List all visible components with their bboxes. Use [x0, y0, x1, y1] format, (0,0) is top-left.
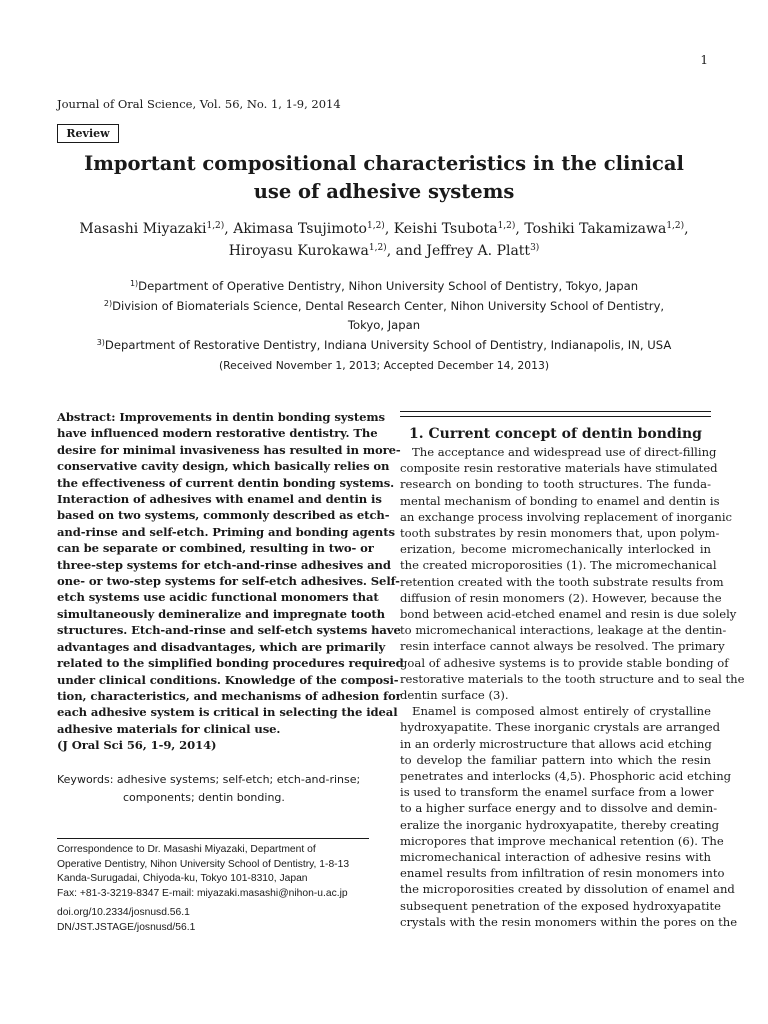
abstract-label: Abstract: — [57, 410, 116, 424]
body-line: mental mechanism of bonding to enamel and dentin is — [400, 493, 720, 508]
body-line: the created microporosities (1). The micromechanical — [400, 558, 717, 573]
body-line: enamel results from infiltration of resin monomers into — [400, 866, 725, 881]
author-list — [50, 218, 718, 262]
abstract-text: and-rinse and self-etch. Priming and bonding agents — [57, 524, 395, 539]
abstract-text: conservative cavity design, which basically relies on — [57, 459, 390, 474]
body-line: to a higher surface energy and to dissolve and demin- — [400, 801, 718, 816]
abstract-line — [57, 524, 395, 540]
abstract-line — [57, 409, 385, 425]
body-line: to micromechanical interactions, leakage at the dentin- — [400, 623, 727, 638]
affiliation-marker: 3) — [96, 337, 105, 347]
section-heading: 1. Current concept of dentin bonding — [409, 426, 702, 442]
body-line: micropores that improve mechanical retention (6). The — [400, 833, 724, 848]
body-line: restorative materials to the tooth structure and to seal the — [400, 671, 745, 686]
abstract-line — [57, 704, 398, 720]
affiliation-text: Tokyo, Japan — [347, 318, 421, 332]
author-affiliation-marker: 1,2) — [666, 221, 685, 231]
affiliation-marker: 2) — [103, 298, 113, 308]
abstract-line — [57, 606, 385, 622]
abstract-line — [57, 622, 401, 638]
author-name: Akimasa Tsujimoto — [233, 221, 367, 237]
abstract-text: under clinical conditions. Knowledge of the composi- — [57, 672, 399, 687]
abstract-text: desire for minimal invasiveness has resulted in more- — [57, 442, 401, 457]
abstract-text: Interaction of adhesives with enamel and dentin is — [57, 492, 382, 507]
body-line: Enamel is composed almost entirely of crystalline — [412, 704, 711, 719]
abstract-text: have influenced modern restorative dentistry. The — [57, 426, 378, 441]
page-number: 1 — [700, 53, 708, 67]
body-line: goal of adhesive systems is to provide stable bonding of — [400, 655, 729, 670]
affiliation-text: Department of Restorative Dentistry, Indiana University School of Dentistry, Indianapolis, IN, USA — [104, 337, 672, 352]
affiliation-line — [50, 277, 718, 297]
body-line: diffusion of resin monomers (2). However, because the — [400, 590, 722, 605]
correspondence-line: Correspondence to Dr. Masashi Miyazaki, Department of — [57, 844, 316, 855]
affiliation-text: Department of Operative Dentistry, Nihon University School of Dentistry, Tokyo, Japan — [138, 279, 639, 293]
affiliation-text: Division of Biomaterials Science, Dental Research Center, Nihon University School of Dentistry, — [112, 298, 665, 313]
abstract — [57, 409, 404, 754]
abstract-text: Improvements in dentin bonding systems — [119, 410, 385, 424]
keywords — [57, 771, 367, 807]
abstract-line — [57, 507, 390, 523]
abstract-line — [57, 475, 395, 491]
body-line: bond between acid-etched enamel and resin is due solely — [400, 607, 737, 622]
abstract-line — [57, 589, 379, 605]
body-line: hydroxyapatite. These inorganic crystals are arranged — [400, 720, 721, 735]
body-line: crystals with the resin monomers within the pores on the — [400, 914, 738, 929]
title-line: Important compositional characteristics in the clinical — [84, 152, 684, 175]
author-name: Masashi Miyazaki — [79, 221, 207, 237]
abstract-line — [57, 639, 386, 655]
abstract-text: adhesive materials for clinical use. — [57, 721, 281, 736]
keywords-text: adhesive systems; self-etch; etch-and-rinse; — [116, 773, 361, 786]
body-line: an exchange process involving replacement of inorganic — [400, 509, 733, 524]
abstract-line — [57, 721, 367, 737]
section-rule-bottom — [400, 416, 711, 417]
author-name: Toshiki Takamizawa — [524, 221, 667, 237]
abstract-line — [57, 442, 401, 458]
body-line: in an orderly microstructure that allows acid etching — [400, 736, 712, 751]
abstract-line — [57, 573, 400, 589]
affiliation-list — [50, 277, 718, 355]
abstract-text: each adhesive system is critical in selecting the ideal — [57, 705, 398, 720]
abstract-line — [57, 688, 402, 704]
abstract-line — [57, 672, 399, 688]
body-line: penetrates and interlocks (4,5). Phosphoric acid etching — [400, 769, 732, 784]
author-affiliation-marker: 1,2) — [206, 221, 225, 231]
affiliation-marker: 1) — [129, 279, 139, 288]
abstract-text: one- or two-step systems for self-etch adhesives. Self- — [57, 574, 400, 589]
author-affiliation-marker: 1,2) — [368, 243, 387, 253]
doi-link[interactable]: doi.org/10.2334/josnusd.56.1 — [57, 907, 190, 919]
abstract-line — [57, 540, 374, 556]
abstract-line — [57, 425, 378, 441]
abstract-text: etch systems use acidic functional monomers that — [57, 590, 379, 605]
body-line: research on bonding to tooth structures. The funda- — [400, 477, 711, 492]
body-line: dentin surface (3). — [400, 688, 509, 703]
abstract-line — [57, 557, 391, 573]
author-name: Jeffrey A. Platt — [426, 243, 531, 259]
correspondence-line: Operative Dentistry, Nihon University School of Dentistry, 1-8-13 — [57, 858, 350, 870]
journal-citation: Journal of Oral Science, Vol. 56, No. 1, 1-9, 2014 — [57, 97, 341, 111]
body-line: subsequent penetration of the exposed hydroxyapatite — [400, 898, 721, 913]
body-line: erization, become micromechanically interlocked in — [400, 542, 711, 557]
keywords-line: components; dentin bonding. — [123, 791, 285, 804]
abstract-citation: (J Oral Sci 56, 1-9, 2014) — [57, 738, 217, 753]
author-affiliation-marker: 1,2) — [366, 221, 385, 231]
abstract-line — [57, 491, 382, 507]
body-text — [400, 444, 745, 930]
body-line: The acceptance and widespread use of direct-filling — [412, 445, 717, 459]
abstract-line — [57, 458, 390, 474]
keywords-line — [57, 771, 367, 789]
body-line: is used to transform the enamel surface from a lower — [400, 785, 714, 800]
affiliation-line — [50, 336, 718, 356]
article-type-badge: Review — [57, 124, 119, 143]
body-line: the microporosities created by dissolution of enamel and — [400, 882, 735, 897]
correspondence-line: Fax: +81-3-3219-8347 E-mail: miyazaki.masashi@nihon-u.ac.jp — [57, 887, 348, 899]
author-name: Hiroyasu Kurokawa — [228, 243, 369, 259]
abstract-text: structures. Etch-and-rinse and self-etch systems have — [57, 623, 401, 638]
body-line: tooth substrates by resin monomers that, upon polym- — [400, 526, 720, 541]
title-line: use of adhesive systems — [253, 180, 515, 203]
received-dates: (Received November 1, 2013; Accepted December 14, 2013) — [218, 359, 550, 372]
jstage-id: DN/JST.JSTAGE/josnusd/56.1 — [57, 921, 196, 933]
body-line: retention created with the tooth substrate results from — [400, 574, 724, 589]
body-line: eralize the inorganic hydroxyapatite, thereby creating — [400, 817, 720, 832]
author-line: Hiroyasu Kurokawa$^{1,2)}$, and Jeffrey A. Platt$^{3)}$ — [228, 243, 540, 259]
body-line: composite resin restorative materials have stimulated — [400, 461, 718, 476]
affiliation-line — [50, 297, 718, 317]
article-title — [60, 150, 708, 206]
affiliation-line — [50, 316, 718, 336]
author-line: Masashi Miyazaki$^{1,2)}$, Akimasa Tsujimoto$^{1,2)}$, Keishi Tsubota$^{1,2)}$, Toshiki Takamizawa$^{1,2)}$, — [79, 221, 689, 237]
body-line: to develop the familiar pattern into which the resin — [400, 752, 711, 767]
author-affiliation-marker: 3) — [530, 243, 540, 253]
author-name: Keishi Tsubota — [393, 221, 498, 237]
abstract-text: related to the simplified bonding procedures required — [57, 656, 404, 671]
abstract-text: advantages and disadvantages, which are primarily — [57, 639, 386, 654]
abstract-text: tion, characteristics, and mechanisms of adhesion for — [57, 688, 402, 703]
abstract-line — [57, 655, 404, 671]
author-affiliation-marker: 1,2) — [497, 221, 516, 231]
abstract-text: can be separate or combined, resulting in two- or — [57, 541, 374, 556]
body-line: micromechanical interaction of adhesive resins with — [400, 850, 711, 865]
body-line: resin interface cannot always be resolved. The primary — [400, 639, 725, 654]
correspondence-block — [57, 843, 372, 936]
abstract-text: three-step systems for etch-and-rinse adhesives and — [57, 557, 391, 572]
footnote-divider — [57, 838, 369, 839]
keywords-label: Keywords: — [57, 773, 114, 786]
abstract-text: simultaneously demineralize and impregnate tooth — [57, 606, 385, 621]
abstract-text: the effectiveness of current dentin bonding systems. — [57, 475, 395, 490]
correspondence-line: Kanda-Surugadai, Chiyoda-ku, Tokyo 101-8310, Japan — [57, 873, 308, 885]
abstract-text: based on two systems, commonly described as etch- — [57, 508, 390, 523]
section-rule-top — [400, 411, 711, 412]
